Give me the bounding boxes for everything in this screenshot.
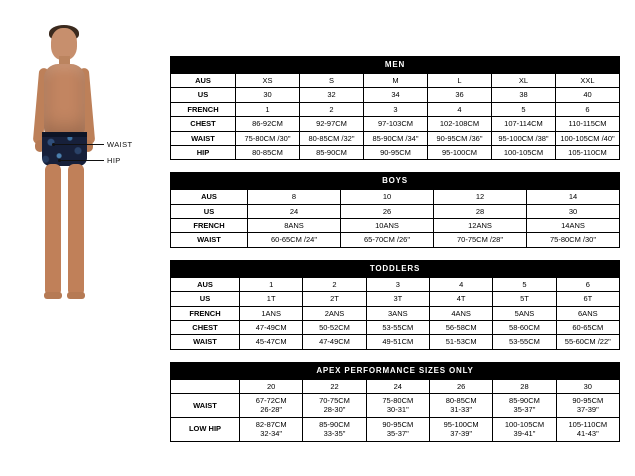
table-cell: 100-105CM /40" — [556, 131, 620, 145]
table-boys-body — [171, 190, 620, 248]
model-leg-right — [68, 164, 84, 296]
table-row — [171, 335, 620, 349]
table-cell: 3 — [366, 277, 429, 291]
table-cell: 67-72CM 26-28" — [240, 394, 303, 418]
male-model-illustration — [18, 28, 110, 298]
table-row — [171, 292, 620, 306]
table-cell: 5T — [493, 292, 556, 306]
table-cell: 12 — [434, 190, 527, 204]
row-header: CHEST — [171, 117, 236, 131]
table-cell: 1 — [236, 102, 300, 116]
callout-waist-label: WAIST — [107, 140, 133, 149]
table-cell: 56-58CM — [429, 320, 492, 334]
table-cell: 53-55CM — [366, 320, 429, 334]
table-cell: 32 — [300, 88, 364, 102]
table-cell: 4T — [429, 292, 492, 306]
table-cell: 105-110CM 41-43" — [556, 417, 619, 441]
model-foot-right — [67, 292, 85, 299]
callout-hip-label: HIP — [107, 156, 121, 165]
model-torso — [44, 64, 85, 138]
table-apex-body — [171, 379, 620, 441]
table-cell: 5 — [492, 102, 556, 116]
table-cell: 5 — [493, 277, 556, 291]
table-cell: 26 — [429, 379, 492, 393]
table-cell: 70-75CM /28" — [434, 233, 527, 247]
table-men-body — [171, 74, 620, 160]
table-cell: 5ANS — [493, 306, 556, 320]
row-header: FRENCH — [171, 306, 240, 320]
table-cell: 92-97CM — [300, 117, 364, 131]
model-figure-panel — [0, 0, 170, 476]
table-cell: 75-80CM /30" — [527, 233, 620, 247]
table-cell: 75-80CM 30-31" — [366, 394, 429, 418]
table-cell: 65-70CM /26" — [341, 233, 434, 247]
table-cell: XL — [492, 74, 556, 88]
table-row — [171, 204, 620, 218]
table-cell: 2T — [303, 292, 366, 306]
table-cell: 51-53CM — [429, 335, 492, 349]
row-header: US — [171, 88, 236, 102]
table-cell: 2 — [303, 277, 366, 291]
table-cell: 85-90CM 33-35" — [303, 417, 366, 441]
table-cell: 28 — [434, 204, 527, 218]
row-header: AUS — [171, 190, 248, 204]
callout-waist-leader-line — [54, 144, 104, 145]
table-cell: L — [428, 74, 492, 88]
table-cell: 95-100CM — [428, 145, 492, 159]
table-cell: 4ANS — [429, 306, 492, 320]
table-toddlers — [170, 260, 620, 350]
table-cell: 3T — [366, 292, 429, 306]
table-cell: 60-65CM /24" — [248, 233, 341, 247]
table-toddlers-title: TODDLERS — [170, 260, 620, 277]
table-cell: 55-60CM /22" — [556, 335, 619, 349]
table-cell: 53-55CM — [493, 335, 556, 349]
table-row — [171, 394, 620, 418]
table-cell: 6 — [556, 102, 620, 116]
table-row — [171, 233, 620, 247]
row-header: US — [171, 204, 248, 218]
table-cell: XXL — [556, 74, 620, 88]
table-boys — [170, 172, 620, 248]
table-row — [171, 417, 620, 441]
table-cell: 80-85CM /32" — [300, 131, 364, 145]
table-cell: 20 — [240, 379, 303, 393]
row-header: WAIST — [171, 335, 240, 349]
table-cell: 38 — [492, 88, 556, 102]
table-cell: 24 — [248, 204, 341, 218]
table-cell: 40 — [556, 88, 620, 102]
table-cell: 70-75CM 28-30" — [303, 394, 366, 418]
table-cell: 58-60CM — [493, 320, 556, 334]
table-apex-title: APEX PERFORMANCE SIZES ONLY — [170, 362, 620, 379]
table-cell: 107-114CM — [492, 117, 556, 131]
row-header: FRENCH — [171, 219, 248, 233]
table-cell: 110-115CM — [556, 117, 620, 131]
table-cell: 8 — [248, 190, 341, 204]
table-row — [171, 277, 620, 291]
table-row — [171, 102, 620, 116]
table-row — [171, 320, 620, 334]
table-cell: M — [364, 74, 428, 88]
table-cell: 49-51CM — [366, 335, 429, 349]
size-tables — [170, 56, 620, 454]
table-cell: 45-47CM — [240, 335, 303, 349]
model-leg-left — [45, 164, 61, 296]
table-cell: 6T — [556, 292, 619, 306]
table-cell: 3ANS — [366, 306, 429, 320]
row-header: WAIST — [171, 394, 240, 418]
table-row — [171, 117, 620, 131]
table-cell: 90-95CM 35-37" — [366, 417, 429, 441]
table-cell: 75-80CM /30" — [236, 131, 300, 145]
table-cell: 102-108CM — [428, 117, 492, 131]
table-cell: 1 — [240, 277, 303, 291]
row-header: AUS — [171, 277, 240, 291]
table-cell: 85-90CM 35-37" — [493, 394, 556, 418]
table-cell: 10ANS — [341, 219, 434, 233]
row-header — [171, 379, 240, 393]
table-cell: 85-90CM /34" — [364, 131, 428, 145]
table-cell: 80-85CM 31-33" — [429, 394, 492, 418]
table-cell: 36 — [428, 88, 492, 102]
row-header: LOW HIP — [171, 417, 240, 441]
table-boys-title: BOYS — [170, 172, 620, 189]
table-cell: XS — [236, 74, 300, 88]
table-cell: 85-90CM — [300, 145, 364, 159]
callout-hip-leader-line — [60, 160, 104, 161]
table-toddlers-body — [171, 277, 620, 349]
table-cell: 1ANS — [240, 306, 303, 320]
row-header: CHEST — [171, 320, 240, 334]
table-cell: 90-95CM 37-39" — [556, 394, 619, 418]
table-cell: 100-105CM — [492, 145, 556, 159]
table-cell: 2 — [300, 102, 364, 116]
table-men — [170, 56, 620, 160]
table-row — [171, 190, 620, 204]
table-row — [171, 379, 620, 393]
table-cell: 86-92CM — [236, 117, 300, 131]
table-cell: 6ANS — [556, 306, 619, 320]
table-cell: 22 — [303, 379, 366, 393]
table-cell: 28 — [493, 379, 556, 393]
model-foot-left — [44, 292, 62, 299]
table-cell: 47-49CM — [240, 320, 303, 334]
row-header: HIP — [171, 145, 236, 159]
table-cell: 97-103CM — [364, 117, 428, 131]
table-cell: S — [300, 74, 364, 88]
table-cell: 50-52CM — [303, 320, 366, 334]
table-cell: 90-95CM — [364, 145, 428, 159]
table-cell: 30 — [556, 379, 619, 393]
table-row — [171, 74, 620, 88]
table-cell: 82-87CM 32-34" — [240, 417, 303, 441]
table-cell: 47-49CM — [303, 335, 366, 349]
row-header: WAIST — [171, 131, 236, 145]
table-cell: 14ANS — [527, 219, 620, 233]
table-cell: 24 — [366, 379, 429, 393]
table-cell: 100-105CM 39-41" — [493, 417, 556, 441]
table-cell: 3 — [364, 102, 428, 116]
table-men-title: MEN — [170, 56, 620, 73]
table-cell: 34 — [364, 88, 428, 102]
table-cell: 60-65CM — [556, 320, 619, 334]
table-cell: 1T — [240, 292, 303, 306]
table-cell: 6 — [556, 277, 619, 291]
row-header: FRENCH — [171, 102, 236, 116]
table-cell: 80-85CM — [236, 145, 300, 159]
table-cell: 95-100CM /38" — [492, 131, 556, 145]
row-header: AUS — [171, 74, 236, 88]
table-row — [171, 219, 620, 233]
table-cell: 4 — [429, 277, 492, 291]
table-cell: 8ANS — [248, 219, 341, 233]
table-cell: 26 — [341, 204, 434, 218]
table-cell: 95-100CM 37-39" — [429, 417, 492, 441]
table-row — [171, 131, 620, 145]
table-cell: 12ANS — [434, 219, 527, 233]
table-cell: 30 — [527, 204, 620, 218]
table-cell: 105-110CM — [556, 145, 620, 159]
row-header: US — [171, 292, 240, 306]
table-row — [171, 306, 620, 320]
row-header: WAIST — [171, 233, 248, 247]
table-cell: 90-95CM /36" — [428, 131, 492, 145]
table-cell: 2ANS — [303, 306, 366, 320]
table-apex — [170, 362, 620, 442]
table-cell: 14 — [527, 190, 620, 204]
table-row — [171, 88, 620, 102]
table-cell: 4 — [428, 102, 492, 116]
table-cell: 10 — [341, 190, 434, 204]
table-cell: 30 — [236, 88, 300, 102]
table-row — [171, 145, 620, 159]
